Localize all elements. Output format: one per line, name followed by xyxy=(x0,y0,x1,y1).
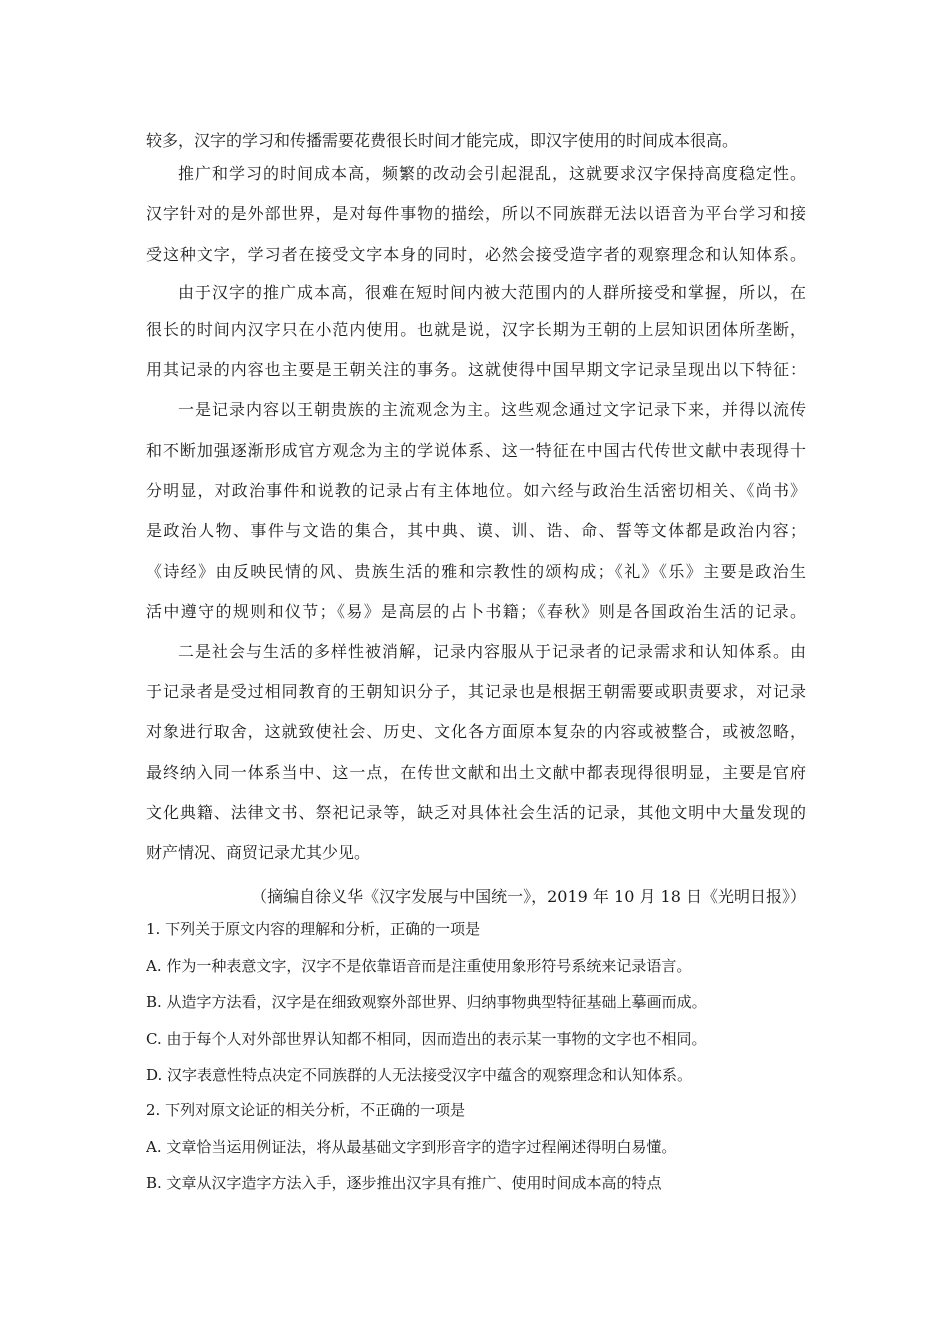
body-line: 推广和学习的时间成本高，频繁的改动会引起混乱，这就要求汉字保持高度稳定性。 xyxy=(178,164,806,183)
body-line: 是政治人物、事件与文诰的集合，其中典、谟、训、诰、命、誓等文体都是政治内容； xyxy=(146,521,806,540)
body-line: 受这种文字，学习者在接受文字本身的同时，必然会接受造字者的观察理念和认知体系。 xyxy=(146,245,806,264)
body-line: 较多，汉字的学习和传播需要花费很长时间才能完成，即汉字使用的时间成本很高。 xyxy=(146,131,739,150)
question-option: B. 文章从汉字造字方法入手，逐步推出汉字具有推广、使用时间成本高的特点 xyxy=(146,1174,662,1192)
body-line: 用其记录的内容也主要是王朝关注的事务。这就使得中国早期文字记录呈现出以下特征： xyxy=(146,360,806,379)
body-line: 很长的时间内汉字只在小范内使用。也就是说，汉字长期为王朝的上层知识团体所垄断， xyxy=(146,320,806,339)
body-line: 由于汉字的推广成本高，很难在短时间内被大范围内的人群所接受和掌握，所以，在 xyxy=(178,283,806,302)
question-option: C. 由于每个人对外部世界认知都不相同，因而造出的表示某一事物的文字也不相同。 xyxy=(146,1030,707,1048)
body-line: 分明显，对政治事件和说教的记录占有主体地位。如六经与政治生活密切相关、《尚书》 xyxy=(146,481,806,500)
body-line: 活中遵守的规则和仪节；《易》是高层的占卜书籍；《春秋》则是各国政治生活的记录。 xyxy=(146,602,806,621)
question-stem: 2. 下列对原文论证的相关分析，不正确的一项是 xyxy=(146,1101,466,1119)
question-option: D. 汉字表意性特点决定不同族群的人无法接受汉字中蕴含的观察理念和认知体系。 xyxy=(146,1066,693,1084)
body-line: 最终纳入同一体系当中、这一点，在传世文献和出土文献中都表现得很明显，主要是官府 xyxy=(146,763,806,782)
body-line: 一是记录内容以王朝贵族的主流观念为主。这些观念通过文字记录下来，并得以流传 xyxy=(178,400,806,419)
body-line: 和不断加强逐渐形成官方观念为主的学说体系、这一特征在中国古代传世文献中表现得十 xyxy=(146,441,806,460)
source-citation: （摘编自徐义华《汉字发展与中国统一》，2019 年 10 月 18 日《光明日报》） xyxy=(251,887,806,906)
body-line: 二是社会与生活的多样性被消解，记录内容服从于记录者的记录需求和认知体系。由 xyxy=(178,642,806,661)
body-line: 汉字针对的是外部世界，是对每件事物的描绘，所以不同族群无法以语音为平台学习和接 xyxy=(146,204,806,223)
question-stem: 1. 下列关于原文内容的理解和分析，正确的一项是 xyxy=(146,920,481,938)
question-option: A. 文章恰当运用例证法，将从最基础文字到形音字的造字过程阐述得明白易懂。 xyxy=(146,1138,677,1156)
body-line: 于记录者是受过相同教育的王朝知识分子，其记录也是根据王朝需要或职责要求，对记录 xyxy=(146,682,806,701)
body-line: 文化典籍、法律文书、祭祀记录等，缺乏对具体社会生活的记录，其他文明中大量发现的 xyxy=(146,803,806,822)
body-line: 财产情况、商贸记录尤其少见。 xyxy=(146,843,371,862)
question-option: A. 作为一种表意文字，汉字不是依靠语音而是注重使用象形符号系统来记录语言。 xyxy=(146,957,692,975)
body-line: 《诗经》由反映民情的风、贵族生活的雅和宗教性的颂构成；《礼》《乐》主要是政治生 xyxy=(146,562,806,581)
body-line: 对象进行取舍，这就致使社会、历史、文化各方面原本复杂的内容或被整合，或被忽略， xyxy=(146,722,806,741)
question-option: B. 从造字方法看，汉字是在细致观察外部世界、归纳事物典型特征基础上摹画而成。 xyxy=(146,993,707,1011)
